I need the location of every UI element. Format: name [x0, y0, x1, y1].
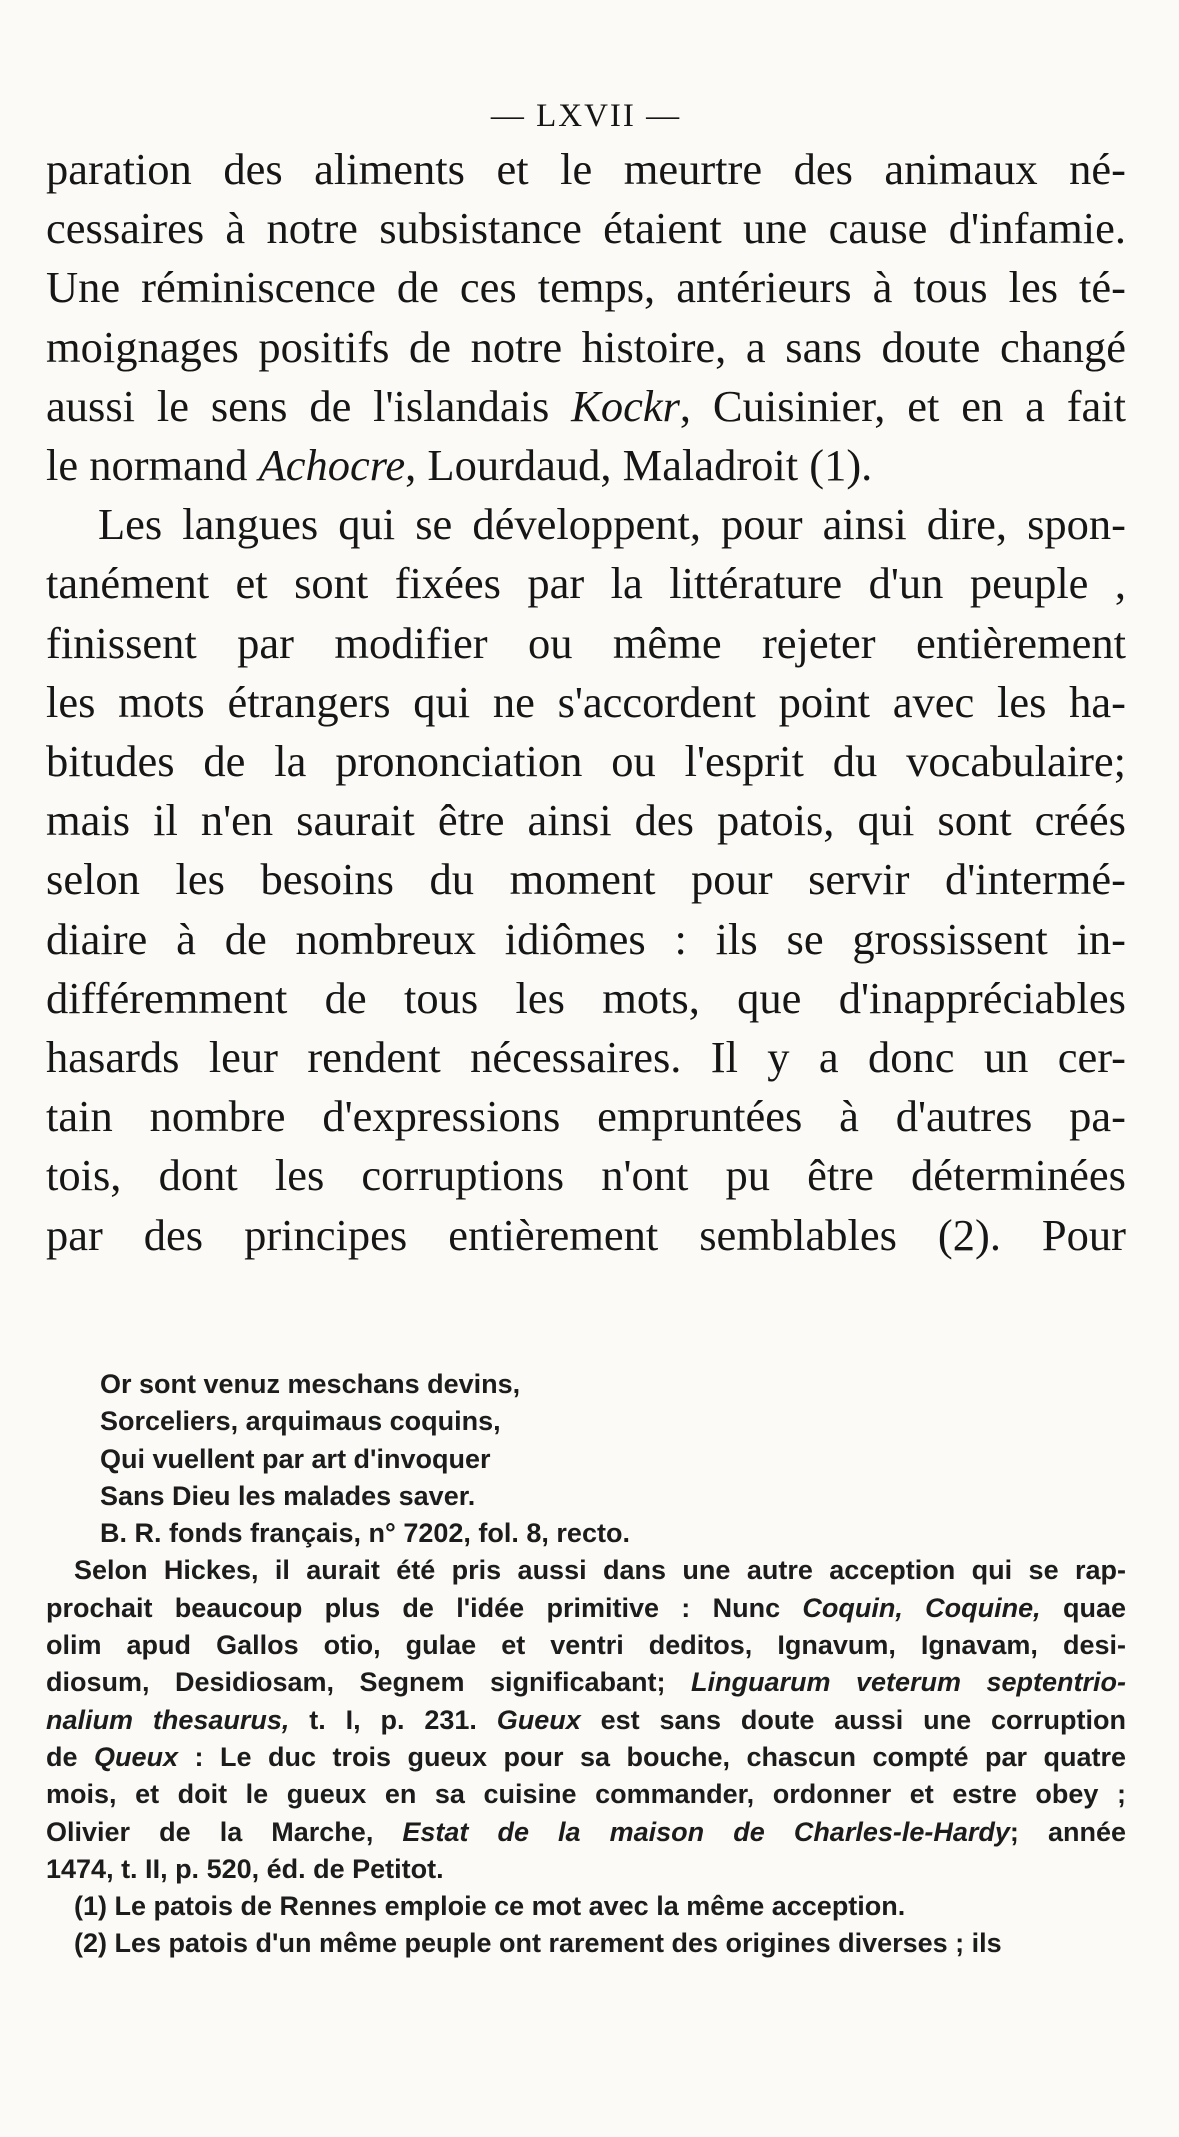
italic-title: Estat de la maison de Charles-le-Hardy [402, 1816, 1010, 1847]
text-line: bitudes de la prononciation ou l'esprit du vocabulaire; [46, 736, 1126, 787]
italic-term: Queux [94, 1741, 179, 1772]
text-line: tanément et sont fixées par la littérature d'un peuple , [46, 558, 1126, 609]
text-line: selon les besoins du moment pour servir d'intermé- [46, 854, 1126, 905]
text-line: hasards leur rendent nécessaires. Il y a donc un cer- [46, 1032, 1126, 1083]
note-line: prochait beaucoup plus de l'idée primitive : Nunc Coquin, Coquine, quae [46, 1592, 1126, 1623]
note-line: 1474, t. II, p. 520, éd. de Petitot. [46, 1853, 444, 1884]
page-number: — LXVII — [490, 98, 682, 134]
text-line: aussi le sens de l'islandais Kockr, Cuisinier, et en a fait [46, 380, 1126, 431]
text-line: finissent par modifier ou même rejeter entièrement [46, 617, 1126, 668]
text-line: Une réminiscence de ces temps, antérieurs à tous les té- [46, 262, 1126, 313]
text-line: mais il n'en saurait être ainsi des patois, qui sont créés [46, 795, 1126, 846]
verse-line: Sorceliers, arquimaus coquins, [100, 1406, 501, 1437]
note-line: Selon Hickes, il aurait été pris aussi dans une autre acception qui se rap- [74, 1555, 1126, 1586]
italic-term: Achocre [258, 440, 406, 491]
footnote-2: (2) Les patois d'un même peuple ont rarement des origines diverses ; ils [74, 1928, 1002, 1959]
verse-line: Sans Dieu les malades saver. [100, 1480, 476, 1511]
verse-line: Qui vuellent par art d'invoquer [100, 1443, 491, 1474]
note-line: Olivier de la Marche, Estat de la maison de Charles-le-Hardy; année [46, 1816, 1126, 1847]
italic-term: Gueux [496, 1704, 581, 1735]
text-line: cessaires à notre subsistance étaient une cause d'infamie. [46, 203, 1126, 254]
note-line: olim apud Gallos otio, gulae et ventri deditos, Ignavum, Ignavam, desi- [46, 1630, 1126, 1661]
text-line: le normand Achocre, Lourdaud, Maladroit (1). [46, 440, 873, 491]
note-line: nalium thesaurus, t. I, p. 231. Gueux est sans doute aussi une corruption [46, 1704, 1127, 1735]
text-line: tain nombre d'expressions empruntées à d'autres pa- [46, 1091, 1126, 1142]
note-line: de Queux : Le duc trois gueux pour sa bouche, chascun compté par quatre [46, 1741, 1126, 1772]
source-reference: B. R. fonds français, n° 7202, fol. 8, recto. [100, 1518, 630, 1549]
text-line: paration des aliments et le meurtre des animaux né- [46, 144, 1126, 194]
italic-term: Kockr [571, 380, 680, 431]
footnote-1: (1) Le patois de Rennes emploie ce mot avec la même acception. [74, 1891, 906, 1922]
verse-line: Or sont venuz meschans devins, [100, 1369, 521, 1399]
text-line: moignages positifs de notre histoire, a sans doute changé [46, 321, 1126, 372]
italic-term: Coquin, Coquine, [802, 1592, 1041, 1623]
text-line: tois, dont les corruptions n'ont pu être déterminées [46, 1150, 1126, 1201]
text-line: différemment de tous les mots, que d'inappréciables [46, 972, 1126, 1023]
main-text [46, 140, 1126, 1265]
book-page [46, 0, 1126, 2137]
footnotes [46, 1366, 1126, 1963]
note-line: mois, et doit le gueux en sa cuisine commander, ordonner et estre obey ; [46, 1779, 1126, 1810]
note-line: diosum, Desidiosam, Segnem significabant; Linguarum veterum septentrio- [46, 1667, 1126, 1698]
italic-title: Linguarum veterum septentrio- [691, 1667, 1126, 1698]
text-line: par des principes entièrement semblables (2). Pour [46, 1209, 1126, 1260]
italic-title: nalium thesaurus, [46, 1704, 290, 1735]
text-line: les mots étrangers qui ne s'accordent point avec les ha- [46, 676, 1126, 727]
paragraph-start-line: Les langues qui se développent, pour ainsi dire, spon- [98, 499, 1126, 550]
text-line: diaire à de nombreux idiômes : ils se grossissent in- [46, 913, 1126, 964]
